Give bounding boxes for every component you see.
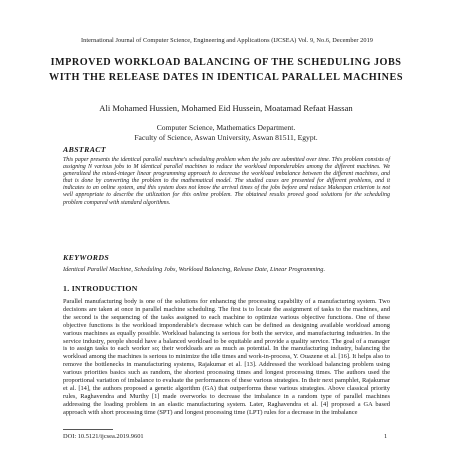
abstract-heading: ABSTRACT (63, 145, 107, 154)
abstract-text: This paper presents the identical parallel machine's scheduling problem when the jobs are submitted over time. This problem consists of assigning N various jobs to M identical parallel machines to reduce the workload imponderables among the different machines. We generalized the mixed-integer linear programming approach to decrease the workload imbalance between the different machines, and that is done by converting the problem to the mathematical model. The studied cases are presented for different problems, and it indicates to an online system, and this system does not know the arrival times of the jobs before and reduce Makespan criterion is not well appropriate to describe the utilization for this online problem. The obtained results proved good solutions for the scheduling problem compared with standard algorithms. (63, 157, 390, 206)
doi-footer: DOI: 10.5121/ijcsea.2019.9601 (63, 433, 144, 440)
page-number: 1 (384, 433, 388, 440)
keywords-heading: KEYWORDS (63, 253, 110, 262)
paper-title: IMPROVED WORKLOAD BALANCING OF THE SCHEDULING JOBS WITH THE RELEASE DATES IN IDENTICAL PARALLEL MACHINES (49, 57, 403, 83)
affiliation (40, 123, 412, 143)
footnote-rule (63, 429, 113, 430)
journal-header: International Journal of Computer Science, Engineering and Applications (IJCSEA) Vol. 9, No.6, December 2019 (81, 37, 373, 44)
affiliation-line-2: Faculty of Science, Aswan University, Aswan 81511, Egypt. (134, 133, 318, 142)
author-list: Ali Mohamed Hussien, Mohamed Eid Hussein, Moatamad Refaat Hassan (99, 103, 353, 113)
keywords-text: Identical Parallel Machine, Scheduling Jobs, Workload Balancing, Release Date, Linear Programming. (63, 266, 326, 273)
introduction-text: Parallel manufacturing body is one of the solutions for enhancing the processing capability of a manufacturing system. Two decisions are taken at once in parallel machine scheduling. The first is to locate the assignment of tasks to the machines, and the second is the sequencing of the tasks assigned to each machine to optimize various objective functions. One of these objective functions is the workload imponderable's decrease which can be defined as designing available workload among various machines as equally possible. Workload balancing is serious for both the service, and manufacturing industries. In the service industry, people should have a balanced workload to be equitable and provide a quality service. The goal of a manager is to assign tasks to each worker so; their workloads are as much as potential. In the manufacturing industry, balancing the workload among the machines is serious to minimize the idle times and work-in-process, Y. Ouazene et al. [16]. It helps also to remove the bottlenecks in manufacturing systems, Rajakumar et al. [13]. Addressed the workload balancing problem using various priorities basics such as random, the shortest processing times and longest processing times. The authors used the proportional variation of imbalance to evaluate the performances of these various strategies. In their next pamphlet, Rajakumar et al. [14], the authors proposed a genetic algorithm (GA) that outperforms these various strategies. Above classical priority rules, Raghavendra and Murthy [1] made overworks to decrease the imbalance in a random type of parallel machines addressing the loading problem in an elastic manufacturing system. Later, Raghavendra et al. [4] proposed a GA based approach with short processing time (SPT) and longest processing time (LPT) rules for a decrease in the imbalance (63, 298, 390, 416)
introduction-heading: 1. INTRODUCTION (63, 284, 138, 293)
affiliation-line-1: Computer Science, Mathematics Department. (156, 123, 296, 132)
